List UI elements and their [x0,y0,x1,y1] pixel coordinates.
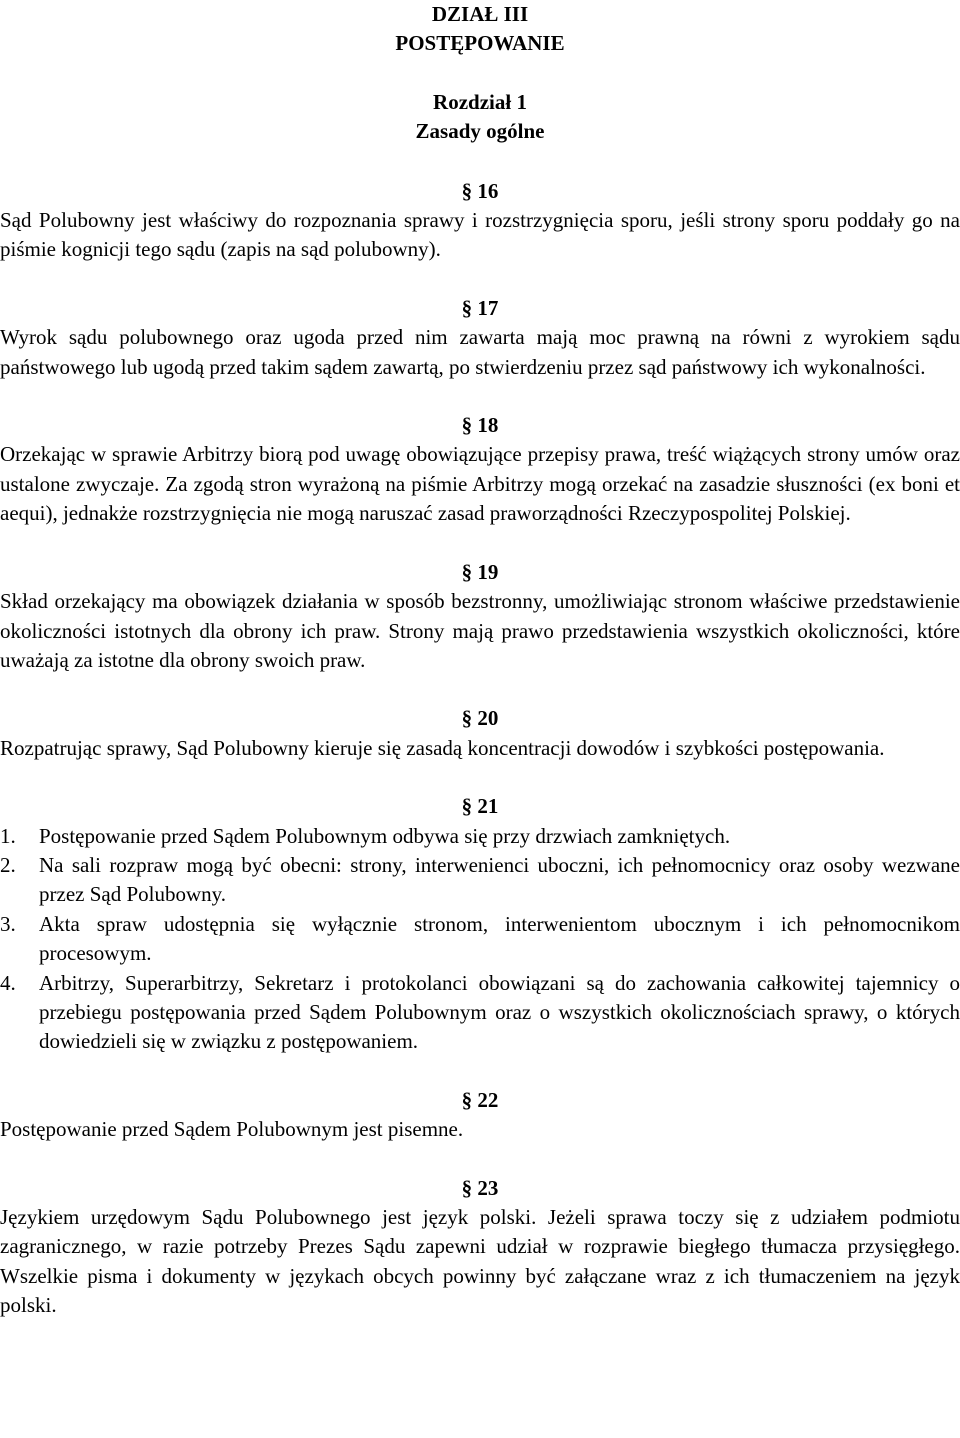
numbered-list [0,822,960,1057]
list-item [0,910,960,969]
section-text: Skład orzekający ma obowiązek działania w sposób bezstronny, umożliwiając stronom właściwe przedstawienie okoliczności istotnych dla obrony ich praw. Strony mają prawo przedstawienia wszystkich okoliczności, które uważają za istotne dla obrony swoich praw. [0,589,960,672]
list-item-text: Postępowanie przed Sądem Polubownym odbywa się przy drzwiach zamkniętych. [39,823,731,848]
section-text: Postępowanie przed Sądem Polubownym jest pisemne. [0,1117,464,1142]
section-number: § 18 [461,413,499,438]
section-21 [0,792,960,1057]
section-20 [0,704,960,763]
list-item-number: 1. [0,823,16,848]
section-22 [0,1086,960,1145]
section-number: § 16 [461,178,499,203]
section-19 [0,558,960,676]
list-item [0,851,960,910]
list-item-text: Arbitrzy, Superarbitrzy, Sekretarz i protokolanci obowiązani są do zachowania całkowitej tajemnicy o przebiegu postępowania przed Sądem Polubownym oraz o wszystkich okolicznościach sprawy, o których dowiedzieli się w związku z postępowaniem. [39,970,960,1054]
section-text: Wyrok sądu polubownego oraz ugoda przed nim zawarta mają moc prawną na równi z wyrokiem sądu państwowego lub ugodą przed takim sądem zawartą, po stwierdzeniu przez sąd państwowy ich wykonalności. [0,325,960,379]
chapter-label: Rozdział 1 [433,89,527,114]
section-text: Sąd Polubowny jest właściwy do rozpoznania sprawy i rozstrzygnięcia sporu, jeśli strony sporu poddały go na piśmie kognicji tego sądu (zapis na sąd polubowny). [0,208,960,262]
part-label: DZIAŁ III [431,2,529,26]
section-number: § 23 [461,1175,499,1200]
part-title: POSTĘPOWANIE [395,31,565,56]
section-18 [0,411,960,529]
section-number: § 22 [461,1087,499,1112]
section-number: § 20 [461,706,499,731]
section-number: § 17 [461,295,499,320]
list-item-number: 3. [0,911,16,936]
section-text: Orzekając w sprawie Arbitrzy biorą pod uwagę obowiązujące przepisy prawa, treść wiążących strony umów oraz ustalone zwyczaje. Za zgodą stron wyrażoną na piśmie Arbitrzy mogą orzekać na zasadzie słuszności (ex boni et aequi), jednakże rozstrzygnięcia nie mogą naruszać zasad praworządności Rzeczypospolitej Polskiej. [0,442,960,526]
list-item [0,822,960,851]
list-item-text: Akta spraw udostępnia się wyłącznie stronom, interwenientom ubocznym i ich pełnomocnikom procesowym. [39,911,960,966]
chapter-title: Zasady ogólne [415,119,545,144]
list-item [0,969,960,1057]
part-heading [0,0,960,59]
section-17 [0,294,960,382]
section-text: Językiem urzędowym Sądu Polubownego jest język polski. Jeżeli sprawa toczy się z udziałem podmiotu zagranicznego, w razie potrzeby Prezes Sądu zapewni udział w rozprawie biegłego tłumacza przysięgłego. Wszelkie pisma i dokumenty w językach obcych powinny być załączane wraz z ich tłumaczeniem na język polski. [0,1205,960,1318]
list-item-number: 4. [0,970,16,995]
section-number: § 21 [461,794,499,819]
section-23 [0,1174,960,1321]
section-16 [0,177,960,265]
list-item-text: Na sali rozpraw mogą być obecni: strony, interwenienci uboczni, ich pełnomocnicy oraz osoby wezwane przez Sąd Polubowny. [39,852,960,907]
chapter-heading [0,88,960,147]
section-number: § 19 [461,559,499,584]
section-text: Rozpatrując sprawy, Sąd Polubowny kieruje się zasadą koncentracji dowodów i szybkości postępowania. [0,735,885,760]
list-item-number: 2. [0,852,16,877]
